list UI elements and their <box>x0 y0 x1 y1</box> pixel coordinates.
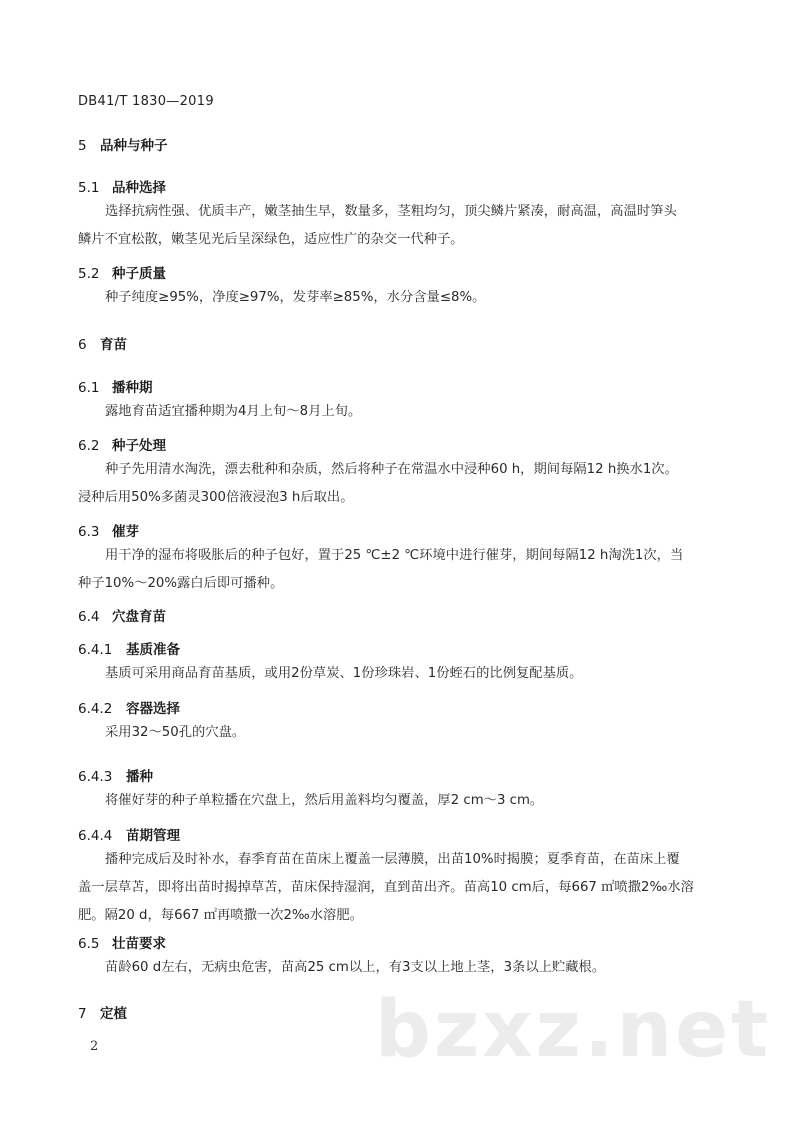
heading-6-3 <box>78 520 139 540</box>
heading-5-1 <box>78 176 166 196</box>
heading-number: 6.4.1 <box>78 642 113 658</box>
text-line: 浸种后用50%多菌灵300倍液浸泡3 h后取出。 <box>78 490 354 505</box>
heading-number: 6.4.4 <box>78 828 113 844</box>
heading-number: 6.1 <box>78 380 100 396</box>
text-line: 种子10%～20%露白后即可播种。 <box>78 576 284 591</box>
paragraph-6-2 <box>78 456 728 512</box>
heading-title: 基质准备 <box>126 642 180 658</box>
heading-number: 6 <box>78 337 87 353</box>
heading-title: 播种 <box>126 769 153 785</box>
heading-number: 5.2 <box>78 266 100 282</box>
heading-6-1 <box>78 376 153 396</box>
heading-number: 6.4.3 <box>78 769 113 785</box>
heading-title: 育苗 <box>100 337 127 353</box>
heading-title: 苗期管理 <box>126 828 180 844</box>
heading-number: 6.4.2 <box>78 701 113 717</box>
heading-6-4-4 <box>78 824 180 844</box>
text-line: 播种完成后及时补水，春季育苗在苗床上覆盖一层薄膜，出苗10%时揭膜；夏季育苗，在苗床上覆 <box>105 852 680 867</box>
text-line: 将催好芽的种子单粒播在穴盘上，然后用盖料均匀覆盖，厚2 cm～3 cm。 <box>105 793 544 808</box>
heading-number: 5 <box>78 138 87 154</box>
heading-6-4-1 <box>78 638 180 658</box>
heading-6-4 <box>78 605 166 625</box>
text-line: 种子纯度≥95%，净度≥97%，发芽率≥85%，水分含量≤8%。 <box>105 290 486 305</box>
heading-6-4-3 <box>78 765 153 785</box>
heading-number: 6.3 <box>78 524 100 540</box>
heading-title: 品种与种子 <box>100 138 168 154</box>
text-line: 盖一层草苫，即将出苗时揭掉草苫，苗床保持湿润，直到苗出齐。苗高10 cm后，每667 ㎡喷撒2‰水溶 <box>78 880 694 895</box>
heading-6-2 <box>78 434 166 454</box>
heading-number: 7 <box>78 1006 87 1022</box>
heading-number: 6.5 <box>78 936 100 952</box>
paragraph-5-1 <box>78 198 728 254</box>
heading-title: 品种选择 <box>112 180 166 196</box>
heading-6-5 <box>78 932 166 952</box>
paragraph-6-4-4 <box>78 846 728 930</box>
paragraph-6-4-1 <box>78 660 728 688</box>
paragraph-6-1 <box>78 398 728 426</box>
paragraph-6-3 <box>78 542 728 598</box>
text-line: 选择抗病性强、优质丰产，嫩茎抽生早，数量多，茎粗均匀，顶尖鳞片紧凑，耐高温，高温时笋头 <box>105 204 677 219</box>
heading-number: 5.1 <box>78 180 100 196</box>
standard-code: DB41/T 1830—2019 <box>78 94 214 109</box>
paragraph-6-4-3 <box>78 787 728 815</box>
heading-title: 催芽 <box>112 524 139 540</box>
heading-number: 6.2 <box>78 438 100 454</box>
heading-7 <box>78 1002 127 1022</box>
text-line: 苗龄60 d左右，无病虫危害，苗高25 cm以上，有3支以上地上茎，3条以上贮藏根。 <box>105 960 606 975</box>
heading-title: 容器选择 <box>126 701 180 717</box>
heading-title: 定植 <box>100 1006 127 1022</box>
heading-title: 播种期 <box>112 380 153 396</box>
heading-title: 穴盘育苗 <box>112 609 166 625</box>
heading-5 <box>78 134 168 154</box>
heading-6 <box>78 333 127 353</box>
heading-5-2 <box>78 262 166 282</box>
text-line: 肥。隔20 d，每667 ㎡再喷撒一次2‰水溶肥。 <box>78 908 363 923</box>
text-line: 采用32～50孔的穴盘。 <box>105 725 246 740</box>
heading-6-4-2 <box>78 697 180 717</box>
paragraph-6-5 <box>78 954 728 982</box>
page-number: 2 <box>90 1039 99 1054</box>
heading-title: 种子质量 <box>112 266 166 282</box>
text-line: 基质可采用商品育苗基质，或用2份草炭、1份珍珠岩、1份蛭石的比例复配基质。 <box>105 666 583 681</box>
heading-title: 壮苗要求 <box>112 936 166 952</box>
paragraph-6-4-2 <box>78 719 728 747</box>
text-line: 鳞片不宜松散，嫩茎见光后呈深绿色，适应性广的杂交一代种子。 <box>78 232 464 247</box>
heading-title: 种子处理 <box>112 438 166 454</box>
text-line: 用干净的湿布将吸胀后的种子包好，置于25 ℃±2 ℃环境中进行催芽，期间每隔12 h淘洗1次，当 <box>105 548 684 563</box>
paragraph-5-2 <box>78 284 728 312</box>
text-line: 种子先用清水淘洗，漂去秕种和杂质，然后将种子在常温水中浸种60 h，期间每隔12 h换水1次。 <box>105 462 678 477</box>
heading-number: 6.4 <box>78 609 100 625</box>
text-line: 露地育苗适宜播种期为4月上旬～8月上旬。 <box>105 404 362 419</box>
watermark-text: bzxz.net <box>375 985 772 1075</box>
